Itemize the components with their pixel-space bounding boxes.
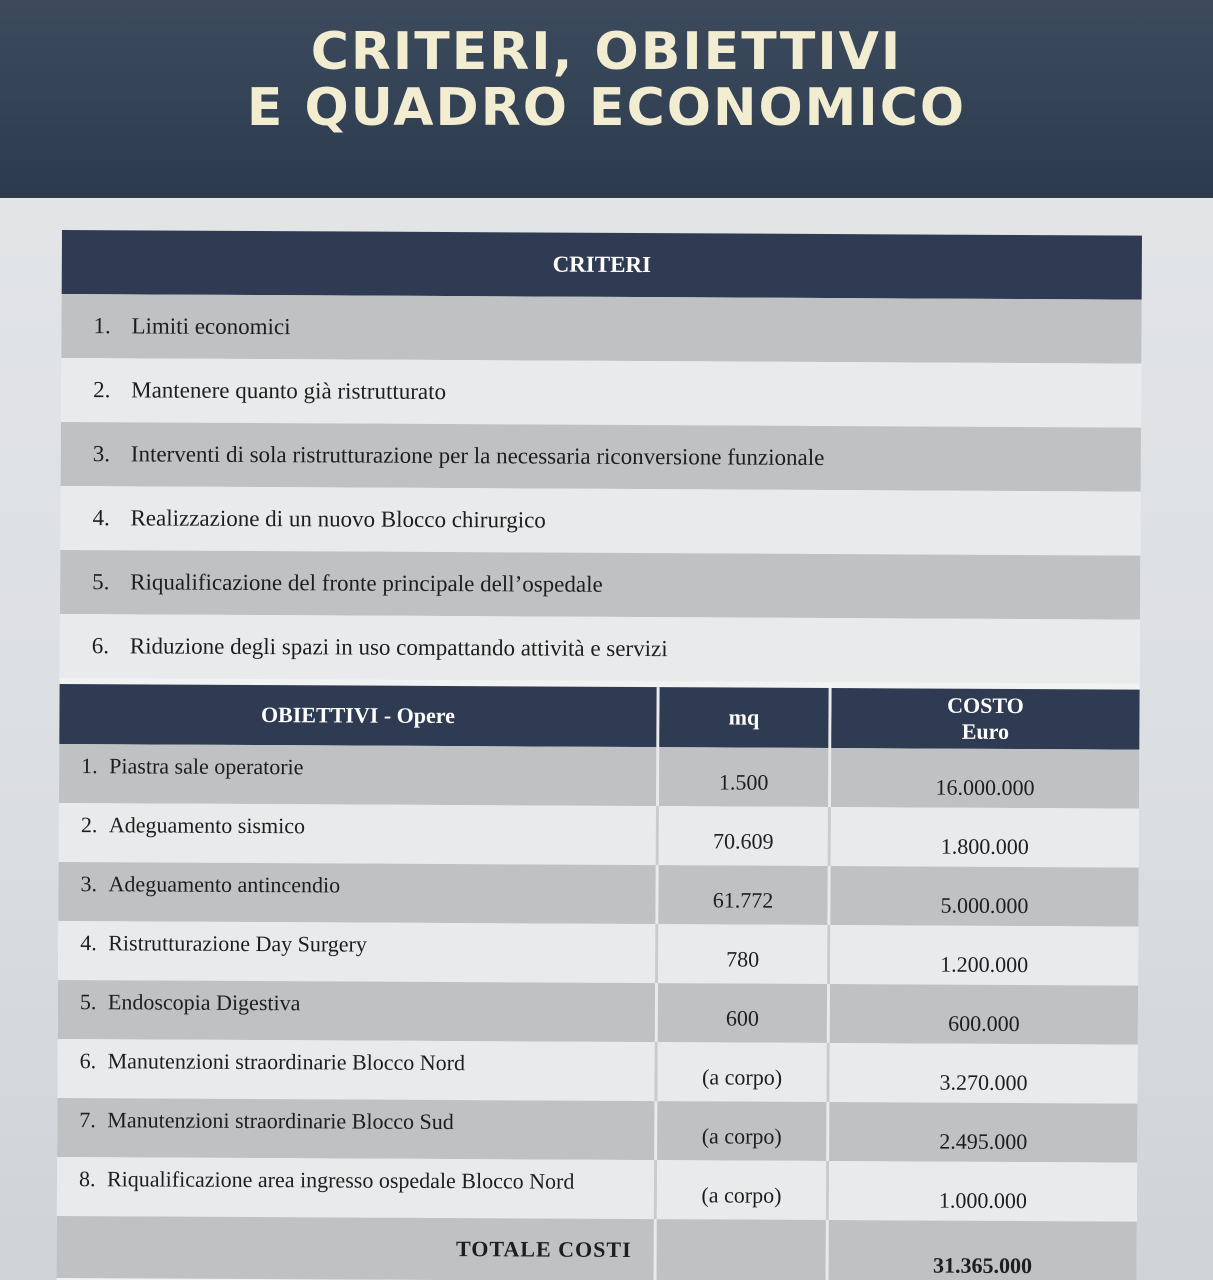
- table-row: [59, 803, 1139, 868]
- criteri-item-number: 1.: [93, 313, 111, 339]
- banner-title-line-2: E QUADRO ECONOMICO: [246, 78, 967, 138]
- obiettivi-header-row: [59, 684, 1139, 750]
- costo-cell: 2.495.000: [829, 1102, 1137, 1163]
- costo-cell: 1.000.000: [829, 1161, 1137, 1222]
- opera-cell: [58, 980, 658, 1042]
- criteri-item-number: 3.: [92, 441, 111, 467]
- table-row: [57, 1039, 1137, 1104]
- banner-title-line-1: CRITERI, OBIETTIVI: [310, 22, 903, 82]
- opera-number: 7.: [79, 1107, 96, 1133]
- obiettivi-table: [57, 684, 1140, 1280]
- opera-cell: [59, 803, 659, 865]
- mq-cell: 1.500: [659, 747, 831, 807]
- criteri-item-number: 6.: [91, 633, 110, 659]
- opera-cell: [58, 862, 658, 924]
- opera-cell: [58, 921, 658, 983]
- criteri-item-number: 5.: [92, 569, 110, 595]
- document-sheet: [56, 230, 1142, 1280]
- header-opere: OBIETTIVI - Opere: [59, 684, 659, 747]
- criteri-item-number: 2.: [93, 377, 111, 403]
- total-mq-empty: [657, 1219, 829, 1280]
- criteri-item: [60, 486, 1140, 556]
- mq-cell: (a corpo): [657, 1160, 829, 1220]
- mq-cell: 61.772: [658, 865, 830, 925]
- opera-name: Manutenzioni straordinarie Blocco Nord: [107, 1048, 466, 1076]
- header-costo-unit: Euro: [961, 718, 1010, 744]
- criteri-item: [60, 550, 1140, 620]
- opera-name: Endoscopia Digestiva: [107, 989, 301, 1016]
- costo-cell: 5.000.000: [830, 866, 1138, 927]
- table-row: [58, 921, 1138, 986]
- opera-name: Manutenzioni straordinarie Blocco Sud: [107, 1107, 454, 1135]
- criteri-item-text: Riqualificazione del fronte principale dell’ospedale: [130, 569, 603, 597]
- criteri-item: [60, 614, 1140, 684]
- total-costo: 31.365.000: [829, 1220, 1137, 1280]
- header-mq: mq: [659, 687, 831, 748]
- opera-number: 1.: [81, 753, 98, 779]
- criteri-item-text: Interventi di sola ristrutturazione per la necessaria riconversione funzionale: [130, 441, 825, 470]
- mq-cell: (a corpo): [657, 1101, 829, 1161]
- costo-cell: 16.000.000: [831, 748, 1139, 809]
- mq-cell: (a corpo): [657, 1042, 829, 1102]
- opera-number: 8.: [78, 1166, 96, 1192]
- mq-cell: 70.609: [659, 806, 831, 866]
- opera-number: 2.: [80, 812, 98, 838]
- opera-name: Ristrutturazione Day Surgery: [108, 930, 367, 957]
- opera-number: 4.: [80, 930, 97, 956]
- table-row: [58, 980, 1138, 1045]
- opera-name: Adeguamento antincendio: [108, 871, 341, 898]
- table-row: [57, 1157, 1137, 1222]
- mq-cell: 600: [658, 983, 830, 1043]
- criteri-item: [61, 422, 1141, 492]
- opera-cell: [59, 744, 659, 806]
- opera-number: 6.: [79, 1048, 97, 1074]
- costo-cell: 1.800.000: [831, 807, 1139, 868]
- criteri-item-text: Mantenere quanto già ristrutturato: [131, 377, 447, 405]
- opera-cell: [57, 1098, 657, 1160]
- table-row: [58, 862, 1138, 927]
- criteri-item-number: 4.: [92, 505, 110, 531]
- criteri-header: CRITERI: [62, 230, 1142, 300]
- mq-cell: 780: [658, 924, 830, 984]
- header-costo-label: COSTO: [947, 692, 1024, 719]
- criteri-item-text: Realizzazione di un nuovo Blocco chirurgico: [130, 505, 546, 533]
- opera-cell: [57, 1039, 657, 1101]
- costo-cell: 3.270.000: [829, 1043, 1137, 1104]
- criteri-item: [61, 294, 1141, 364]
- opera-name: Adeguamento sismico: [108, 812, 306, 839]
- criteri-item-text: Limiti economici: [131, 313, 291, 340]
- total-label: TOTALE COSTI: [57, 1216, 657, 1280]
- opera-name: Riqualificazione area ingresso ospedale Blocco Nord: [106, 1166, 575, 1194]
- costo-cell: 1.200.000: [830, 925, 1138, 986]
- opera-number: 3.: [80, 871, 98, 897]
- opera-number: 5.: [79, 989, 97, 1015]
- costo-cell: 600.000: [830, 984, 1138, 1045]
- title-banner: [0, 0, 1213, 198]
- criteri-item-text: Riduzione degli spazi in uso compattando attività e servizi: [129, 633, 668, 662]
- opera-cell: [57, 1157, 657, 1219]
- opera-name: Piastra sale operatorie: [109, 753, 304, 780]
- header-costo: [831, 688, 1139, 750]
- table-row: [57, 1098, 1137, 1163]
- table-row: [59, 744, 1139, 809]
- total-row: [57, 1216, 1137, 1280]
- criteri-item: [61, 358, 1141, 428]
